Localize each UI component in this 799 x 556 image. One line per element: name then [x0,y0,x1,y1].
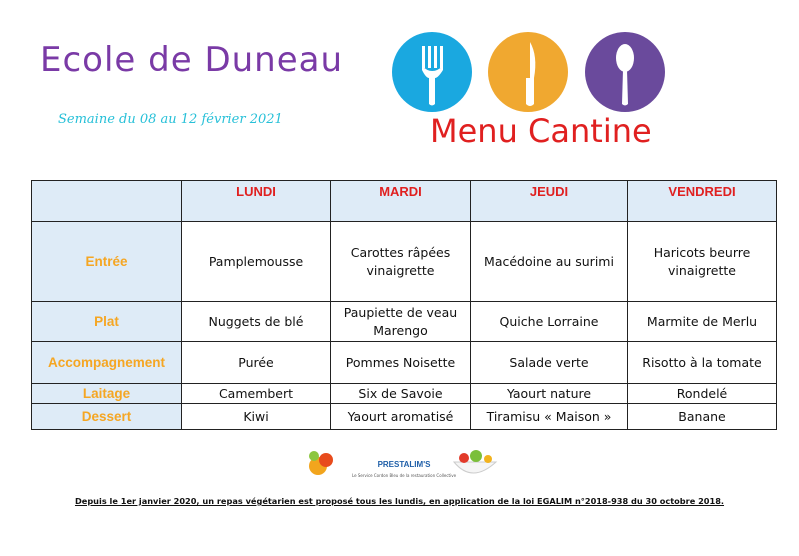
table-row [32,342,777,384]
corner-cell [32,181,182,222]
spoon-icon [585,32,665,112]
week-label: Semaine du 08 au 12 février 2021 [58,112,283,127]
row-label: Laitage [32,384,182,404]
menu-table [31,180,777,430]
dish-cell: Risotto à la tomate [628,342,777,384]
dish-cell: Six de Savoie [331,384,471,404]
table-row [32,384,777,404]
dish-cell: Yaourt aromatisé [331,404,471,430]
dish-cell: Nuggets de blé [182,302,331,342]
knife-logo [488,32,568,112]
day-header: VENDREDI [628,181,777,222]
dish-cell: Haricots beurre vinaigrette [628,222,777,302]
footer-note: Depuis le 1er janvier 2020, un repas végétarien est proposé tous les lundis, en application de la loi EGALIM n°2018-938 du 30 octobre 2018. [74,496,725,506]
day-header: JEUDI [471,181,628,222]
row-label: Dessert [32,404,182,430]
brand-tagline: Le Service Cordon Bleu de la restauration Collective [351,473,457,478]
dish-cell: Marmite de Merlu [628,302,777,342]
fruit-icon [309,451,333,475]
dish-cell: Purée [182,342,331,384]
table-header-row [32,181,777,222]
dish-cell: Kiwi [182,404,331,430]
dish-cell: Carottes râpées vinaigrette [331,222,471,302]
table-row [32,404,777,430]
day-header: LUNDI [182,181,331,222]
salad-bowl-icon [454,450,496,473]
dish-cell: Banane [628,404,777,430]
dish-cell: Pamplemousse [182,222,331,302]
table-row [32,222,777,302]
dish-cell: Tiramisu « Maison » [471,404,628,430]
dish-cell: Quiche Lorraine [471,302,628,342]
fork-logo [392,32,472,112]
dish-cell: Pommes Noisette [331,342,471,384]
menu-title: Menu Cantine [430,112,652,150]
row-label: Entrée [32,222,182,302]
fork-icon [392,32,472,112]
dish-cell: Camembert [182,384,331,404]
dish-cell: Salade verte [471,342,628,384]
dish-cell: Macédoine au surimi [471,222,628,302]
knife-icon [488,32,568,112]
row-label: Plat [32,302,182,342]
dish-cell: Yaourt nature [471,384,628,404]
prestalims-logo [304,444,504,484]
brand-name: PRESTALIM'S [377,460,431,469]
day-header: MARDI [331,181,471,222]
spoon-logo [585,32,665,112]
dish-cell: Paupiette de veau Marengo [331,302,471,342]
school-name: Ecole de Duneau [40,40,344,80]
dish-cell: Rondelé [628,384,777,404]
row-label: Accompagnement [32,342,182,384]
table-row [32,302,777,342]
